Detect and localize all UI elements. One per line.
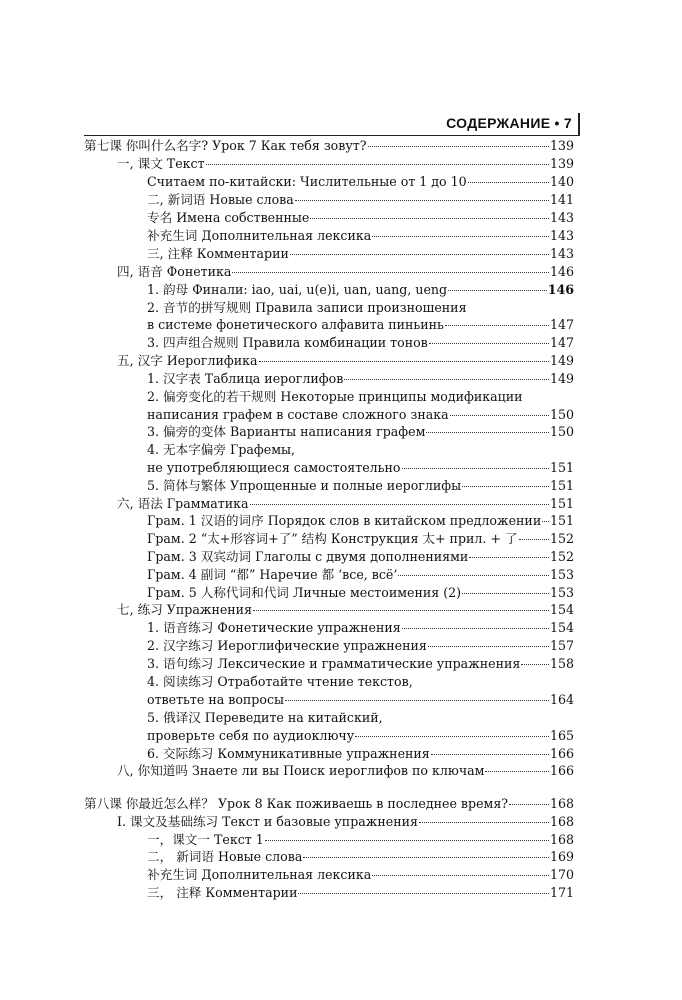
toc-page-number: 143 bbox=[549, 246, 574, 261]
header-title: СОДЕРЖАНИЕ • 7 bbox=[446, 115, 572, 131]
toc-entry-title: I. 课文及基础练习 Текст и базовые упражнения bbox=[117, 814, 418, 829]
toc-page-number: 147 bbox=[549, 317, 574, 332]
toc-entry-title: не употребляющиеся самостоятельно bbox=[147, 460, 401, 475]
dot-leader bbox=[368, 146, 549, 147]
dot-leader bbox=[485, 771, 548, 772]
toc-entry bbox=[84, 794, 574, 813]
toc-entry-title: 3. 偏旁的变体 Варианты написания графем bbox=[147, 424, 426, 439]
dot-leader bbox=[265, 840, 549, 841]
dot-leader bbox=[428, 646, 549, 647]
toc-entry-title: 二， 新词语 Новые слова bbox=[147, 849, 303, 864]
toc-entry bbox=[147, 458, 574, 477]
toc-entry-title: 五, 汉字 Иероглифика bbox=[117, 353, 258, 368]
toc-page-number: 166 bbox=[549, 746, 574, 761]
toc-entry-title: проверьте себя по аудиоключу bbox=[147, 728, 355, 743]
toc-entry-title: 2. 偏旁变化的若干规则 Некоторые принципы модификации bbox=[147, 389, 523, 404]
toc-page-number: 146 bbox=[547, 282, 574, 297]
toc-page-number: 151 bbox=[549, 496, 574, 511]
toc-page-number: 169 bbox=[549, 849, 574, 864]
toc-page-number: 149 bbox=[549, 353, 574, 368]
toc-entry bbox=[147, 387, 574, 406]
toc-entry bbox=[147, 226, 574, 245]
dot-leader bbox=[250, 504, 549, 505]
dot-leader bbox=[519, 539, 549, 540]
toc-entry-title: 1. 语音练习 Фонетические упражнения bbox=[147, 620, 401, 635]
toc-page-number: 147 bbox=[549, 335, 574, 350]
dot-leader bbox=[450, 415, 549, 416]
toc-entry-title: написания графем в составе сложного знака bbox=[147, 407, 449, 422]
toc-entry bbox=[117, 600, 574, 619]
toc-entry-title: 1. 汉字表 Таблица иероглифов bbox=[147, 371, 344, 386]
toc-entry-title: 七, 练习 Упражнения bbox=[117, 602, 253, 617]
toc-entry-title: 补充生词 Дополнительная лексика bbox=[147, 867, 372, 882]
dot-leader bbox=[429, 343, 549, 344]
toc-entry-title: 八, 你知道吗 Знаете ли вы Поиск иероглифов по ключам bbox=[117, 763, 485, 778]
dot-leader bbox=[521, 664, 549, 665]
toc-page-number: 152 bbox=[549, 531, 574, 546]
toc-entry bbox=[147, 708, 574, 727]
toc-page-number: 153 bbox=[549, 585, 574, 600]
dot-leader bbox=[206, 164, 549, 165]
toc-entry bbox=[147, 565, 574, 584]
toc-page-number: 141 bbox=[549, 192, 574, 207]
toc-entry-title: Грам. 4 副词 “都” Наречие 都 ‘все, всё’ bbox=[147, 567, 398, 582]
toc-entry bbox=[147, 726, 574, 745]
toc-entry bbox=[147, 636, 574, 655]
toc-entry-title: 一，课文一 Текст 1 bbox=[147, 832, 264, 847]
dot-leader bbox=[419, 822, 549, 823]
toc-entry bbox=[147, 690, 574, 709]
toc-entry-title: 专名 Имена собственные bbox=[147, 210, 310, 225]
toc-entry bbox=[147, 172, 574, 191]
toc-entry-title: ответьте на вопросы bbox=[147, 692, 285, 707]
toc-entry bbox=[117, 351, 574, 370]
toc-entry bbox=[147, 422, 574, 441]
toc-entry bbox=[147, 315, 574, 334]
toc-page-number: 168 bbox=[549, 814, 574, 829]
toc-entry-title: 第八课 你最近怎么样？ Урок 8 Как поживаешь в последнее время? bbox=[84, 796, 509, 811]
toc-page-number: 146 bbox=[549, 264, 574, 279]
toc-entry-title: 4. 阅读练习 Отработайте чтение текстов, bbox=[147, 674, 413, 689]
toc-entry bbox=[147, 672, 574, 691]
toc-entry bbox=[117, 154, 574, 173]
toc-entry-title: Грам. 2 “太+形容词+了” 结构 Конструкция 太+ прил. + 了 bbox=[147, 531, 518, 546]
dot-leader bbox=[303, 857, 549, 858]
dot-leader bbox=[253, 610, 549, 611]
toc-entry-title: Считаем по-китайски: Числительные от 1 до 10 bbox=[147, 174, 467, 189]
toc-entry bbox=[147, 865, 574, 884]
toc-entry-title: 六, 语法 Грамматика bbox=[117, 496, 249, 511]
toc-page-number: 154 bbox=[549, 602, 574, 617]
dot-leader bbox=[344, 379, 549, 380]
dot-leader bbox=[431, 754, 549, 755]
toc-entry-title: Грам. 1 汉语的词序 Порядок слов в китайском предложении bbox=[147, 513, 542, 528]
toc-page-number: 139 bbox=[549, 156, 574, 171]
dot-leader bbox=[402, 468, 549, 469]
toc-entry-title: 三， 注释 Комментарии bbox=[147, 885, 298, 900]
toc-page-number: 143 bbox=[549, 210, 574, 225]
toc-entry bbox=[147, 511, 574, 530]
toc-page-number: 152 bbox=[549, 549, 574, 564]
toc-entry-title: 5. 简体与繁体 Упрощенные и полные иероглифы bbox=[147, 478, 462, 493]
toc-entry bbox=[147, 190, 574, 209]
dot-leader bbox=[448, 290, 547, 291]
toc-entry-title: 3. 四声组合规则 Правила комбинации тонов bbox=[147, 335, 428, 350]
toc-entry-title: 补充生词 Дополнительная лексика bbox=[147, 228, 372, 243]
toc-page-number: 151 bbox=[549, 478, 574, 493]
toc-entry bbox=[147, 369, 574, 388]
dot-leader bbox=[462, 486, 549, 487]
header-vertical-rule bbox=[578, 113, 580, 135]
toc-page-number: 150 bbox=[549, 407, 574, 422]
toc-page-number: 151 bbox=[549, 460, 574, 475]
dot-leader bbox=[398, 575, 549, 576]
toc-entry bbox=[84, 136, 574, 155]
toc-page-number: 164 bbox=[549, 692, 574, 707]
dot-leader bbox=[542, 521, 549, 522]
dot-leader bbox=[426, 432, 549, 433]
toc-page-number: 143 bbox=[549, 228, 574, 243]
toc-page-number: 139 bbox=[549, 138, 574, 153]
toc-entry bbox=[147, 440, 574, 459]
toc-page-number: 171 bbox=[549, 885, 574, 900]
toc-entry-title: 第七课 你叫什么名字? Урок 7 Как тебя зовут? bbox=[84, 138, 367, 153]
toc-entry bbox=[147, 654, 574, 673]
dot-leader bbox=[232, 272, 549, 273]
toc-entry bbox=[147, 333, 574, 352]
dot-leader bbox=[402, 628, 549, 629]
dot-leader bbox=[468, 182, 549, 183]
toc-page-number: 166 bbox=[549, 763, 574, 778]
toc-entry bbox=[147, 280, 574, 299]
toc-entry-title: 二, 新词语 Новые слова bbox=[147, 192, 294, 207]
dot-leader bbox=[290, 254, 549, 255]
dot-leader bbox=[372, 875, 549, 876]
toc-page-number: 170 bbox=[549, 867, 574, 882]
toc-entry-title: 4. 无本字偏旁 Графемы, bbox=[147, 442, 296, 457]
toc-page-number: 150 bbox=[549, 424, 574, 439]
toc-entry bbox=[147, 208, 574, 227]
toc-page-number: 151 bbox=[549, 513, 574, 528]
toc-entry-title: в системе фонетического алфавита пиньинь bbox=[147, 317, 444, 332]
toc-page-number: 165 bbox=[549, 728, 574, 743]
toc-entry-title: Грам. 5 人称代词和代词 Личные местоимения (2) bbox=[147, 585, 462, 600]
dot-leader bbox=[462, 593, 549, 594]
toc-entry-title: 3. 语句练习 Лексические и грамматические упражнения bbox=[147, 656, 521, 671]
dot-leader bbox=[310, 218, 549, 219]
toc-page-number: 153 bbox=[549, 567, 574, 582]
toc-entry-title: Грам. 3 双宾动词 Глаголы с двумя дополнениями bbox=[147, 549, 469, 564]
toc-entry bbox=[117, 262, 574, 281]
toc-page-number: 168 bbox=[549, 832, 574, 847]
toc-entry bbox=[147, 244, 574, 263]
toc-entry bbox=[147, 547, 574, 566]
toc-entry-title: 1. 韵母 Финали: iao, uai, u(e)i, uan, uang, ueng bbox=[147, 282, 448, 297]
toc-entry bbox=[147, 529, 574, 548]
page-header bbox=[84, 113, 580, 136]
toc-entry-title: 5. 俄译汉 Переведите на китайский, bbox=[147, 710, 383, 725]
toc-entry bbox=[147, 847, 574, 866]
toc-entry-title: 2. 汉字练习 Иероглифические упражнения bbox=[147, 638, 427, 653]
toc-page-number: 158 bbox=[549, 656, 574, 671]
dot-leader bbox=[295, 200, 549, 201]
toc-entry-title: 6. 交际练习 Коммуникативные упражнения bbox=[147, 746, 430, 761]
toc-entry-title: 三, 注释 Комментарии bbox=[147, 246, 289, 261]
dot-leader bbox=[355, 736, 549, 737]
dot-leader bbox=[259, 361, 549, 362]
toc-entry-title: 2. 音节的拼写规则 Правила записи произношения bbox=[147, 300, 467, 315]
dot-leader bbox=[469, 557, 549, 558]
toc-page-number: 149 bbox=[549, 371, 574, 386]
dot-leader bbox=[285, 700, 549, 701]
toc-entry bbox=[147, 883, 574, 902]
toc-page-number: 168 bbox=[549, 796, 574, 811]
toc-entry-title: 四, 语音 Фонетика bbox=[117, 264, 232, 279]
toc-page-number: 140 bbox=[549, 174, 574, 189]
dot-leader bbox=[298, 893, 548, 894]
dot-leader bbox=[372, 236, 549, 237]
toc-page-number: 154 bbox=[549, 620, 574, 635]
dot-leader bbox=[445, 325, 549, 326]
toc-entry bbox=[117, 812, 574, 831]
toc-entry bbox=[147, 618, 574, 637]
toc-entry bbox=[147, 476, 574, 495]
toc-entry-title: 一, 课文 Текст bbox=[117, 156, 205, 171]
dot-leader bbox=[509, 804, 549, 805]
toc-page-number: 157 bbox=[549, 638, 574, 653]
toc-entry bbox=[117, 761, 574, 780]
